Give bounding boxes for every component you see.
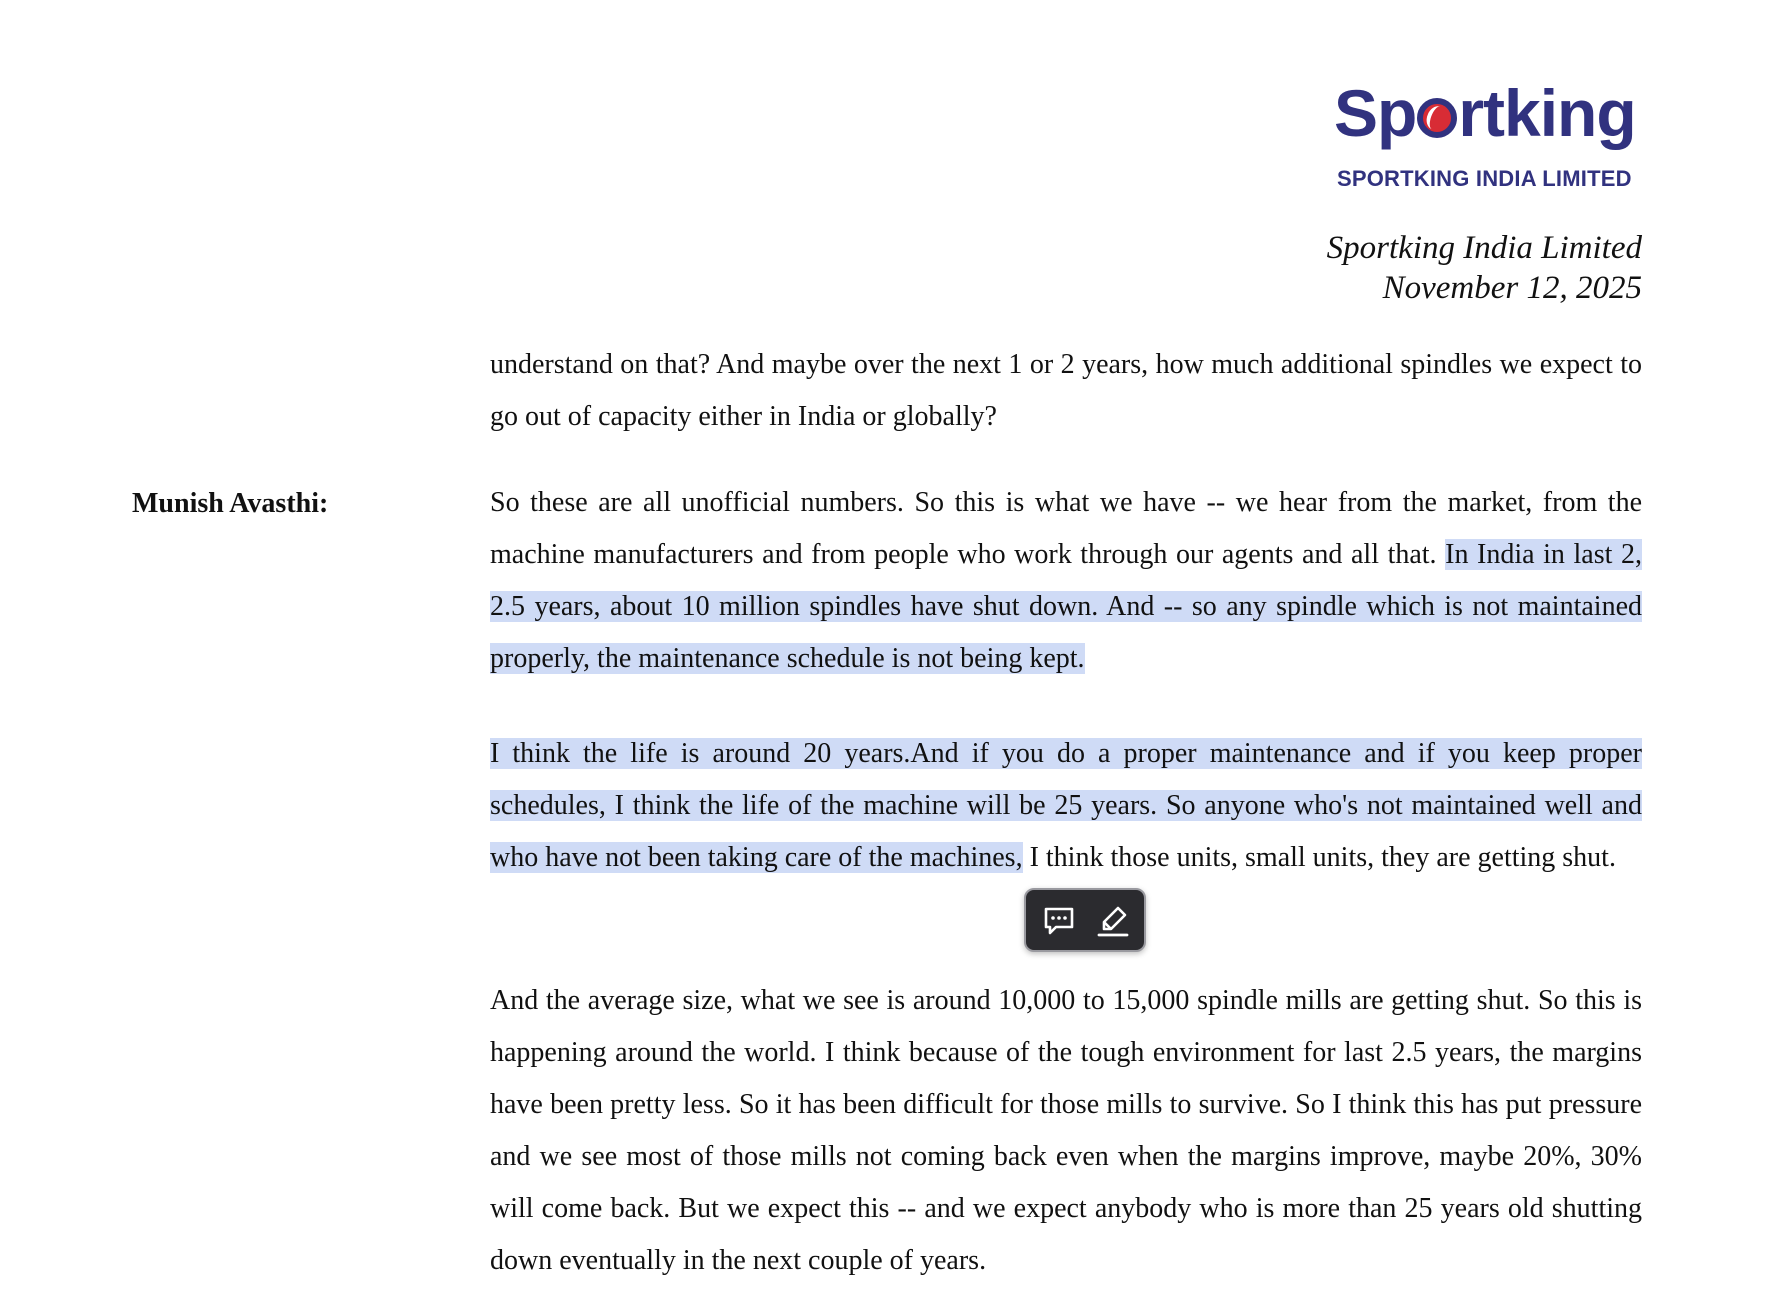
logo-wordmark: Sp rtking — [1334, 76, 1636, 150]
cricket-ball-icon — [1417, 98, 1457, 138]
highlight-icon — [1096, 904, 1130, 938]
highlight-button[interactable] — [1092, 900, 1134, 942]
paragraph-text[interactable]: And the average size, what we see is around 10,000 to 15,000 spindle mills are getting shut. So this is happening around the world. I think because of the tough environment for last 2.5 years, the margins have been pretty less. So it has been difficult for those mills to survive. So I think this has put pressure and we see most of those mills not coming back even when the margins improve, maybe 20%, 30% will come back. But we expect this -- and we expect anybody who is more than 25 years old shutting down eventually in the next couple of years. — [490, 985, 1642, 1276]
document-header — [1327, 228, 1642, 308]
transcript-paragraph — [490, 728, 1642, 884]
call-date: November 12, 2025 — [1382, 270, 1642, 306]
company-logo — [1334, 76, 1636, 200]
paragraph-text[interactable] — [490, 728, 1642, 884]
plain-text[interactable]: I think those units, small units, they are getting shut. — [1022, 842, 1616, 873]
transcript-paragraph — [490, 975, 1642, 1287]
comment-icon — [1042, 904, 1076, 938]
selection-toolbar — [1024, 888, 1146, 952]
add-comment-button[interactable] — [1038, 900, 1080, 942]
selected-text[interactable]: In India in last 2, 2.5 years, about 10 million spindles have shut down. And -- so any spindle which is not maintained properly, the maintenance schedule is not being kept. — [490, 539, 1642, 674]
plain-text[interactable]: So these are all unofficial numbers. So this is what we have -- we hear from the market, from the machine manufacturers and from people who work through our agents and all that. — [490, 487, 1642, 570]
company-name: Sportking India Limited — [1326, 230, 1642, 266]
transcript-paragraph — [490, 339, 1642, 443]
paragraph-text[interactable] — [490, 477, 1642, 685]
selected-text[interactable]: I think the life is around 20 years.And if you do a proper maintenance and if you keep proper schedules, I think the life of the machine will be 25 years. So anyone who's not maintained well and who have not been taking care of the machines, — [490, 738, 1642, 873]
logo-subtitle: SPORTKING INDIA LIMITED — [1337, 166, 1632, 191]
speaker-name: Munish Avasthi: — [132, 488, 329, 519]
paragraph-text: understand on that? And maybe over the next 1 or 2 years, how much additional spindles we expect to go out of capacity either in India or globally? — [490, 349, 1642, 432]
transcript-paragraph — [490, 477, 1642, 685]
